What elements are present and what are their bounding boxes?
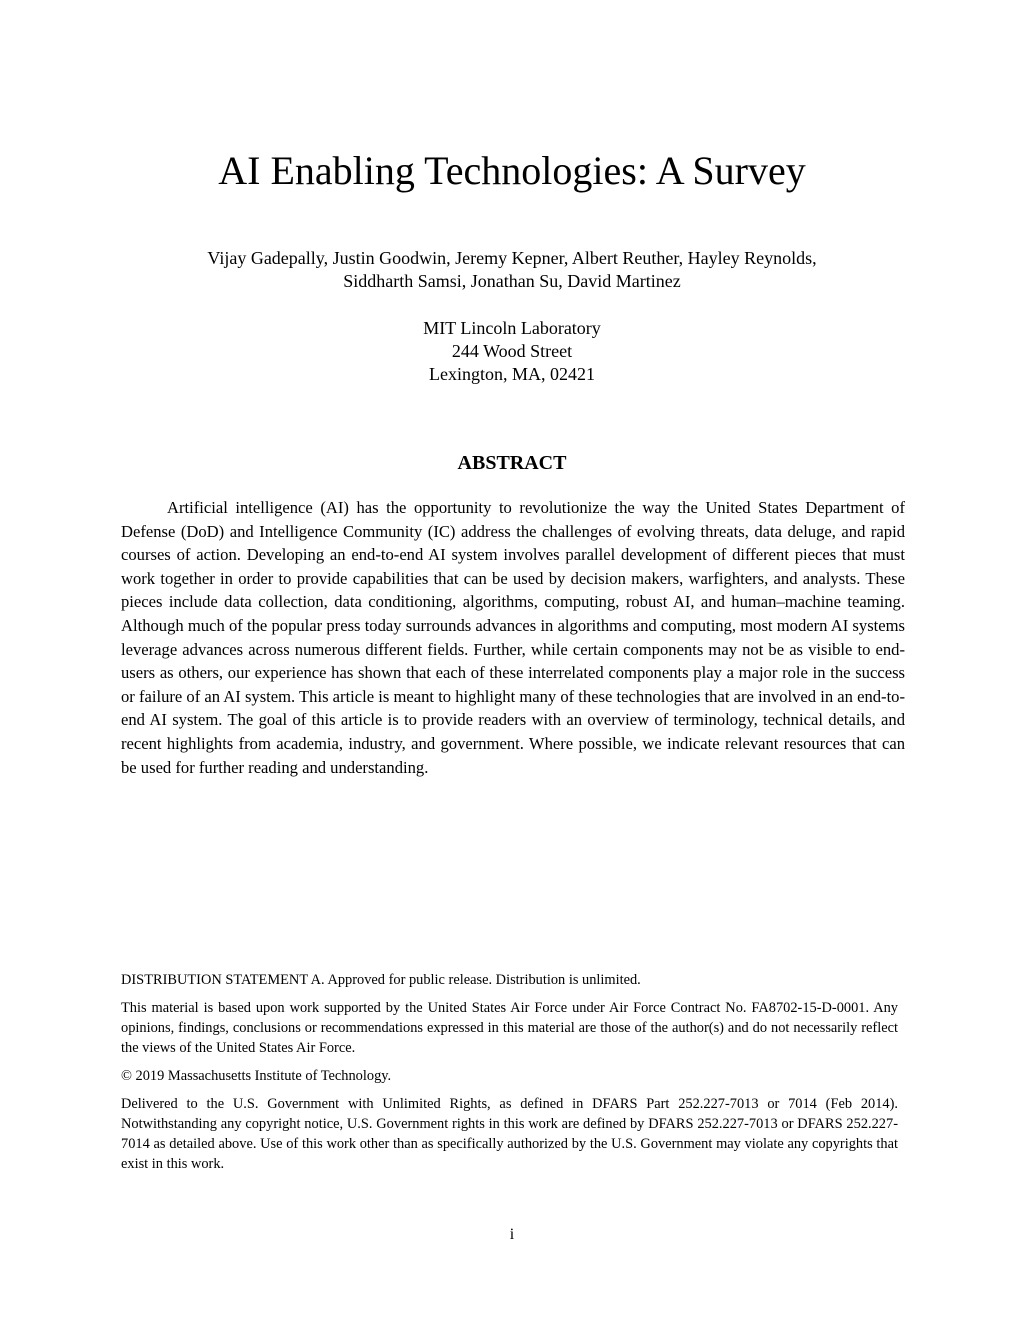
abstract-text: Artificial intelligence (AI) has the opportunity to revolutionize the way the United States Department of Defense (DoD) and Intelligence Community (IC) address the challenges of evolving threats, data deluge, and rapid courses of action. Developing an end-to-end AI system involves parallel development of different pieces that must work together in order to provide capabilities that can be used by decision makers, warfighters, and analysts. These pieces include data collection, data conditioning, algorithms, computing, robust AI, and human–machine teaming. Although much of the popular press today surrounds advances in algorithms and computing, most modern AI systems leverage advances across numerous different fields. Further, while certain components may not be as visible to end-users as others, our experience has shown that each of these interrelated components play a major role in the success or failure of an AI system. This article is meant to highlight many of these technologies that are involved in an end-to-end AI system. The goal of this article is to provide readers with an overview of terminology, technical details, and recent highlights from academia, industry, and government. Where possible, we indicate relevant resources that can be used for further reading and understanding. (121, 498, 906, 777)
affiliation-city: Lexington, MA, 02421 (429, 364, 595, 384)
abstract-heading: ABSTRACT (457, 452, 567, 474)
rights-notice: Delivered to the U.S. Government with Unlimited Rights, as defined in DFARS Part 252.227-7013 or 7014 (Feb 2014). Notwithstanding any copyright notice, U.S. Government rights in this work are defined by DFARS 252.227-7013 or DFARS 252.227-7014 as detailed above. Use of this work other than as specifically authorized by the U.S. Government may violate any copyrights that exist in this work. (121, 1096, 898, 1172)
distribution-statement: DISTRIBUTION STATEMENT A. Approved for public release. Distribution is unlimited. (121, 972, 641, 988)
notices-block (121, 970, 898, 1182)
affiliation-block (0, 317, 1024, 386)
page-number: i (509, 1226, 515, 1243)
author-line: Siddharth Samsi, Jonathan Su, David Martinez (343, 271, 681, 291)
author-line: Vijay Gadepally, Justin Goodwin, Jeremy Kepner, Albert Reuther, Hayley Reynolds, (207, 248, 817, 268)
author-list (0, 247, 1024, 293)
affiliation-name: MIT Lincoln Laboratory (423, 318, 601, 338)
copyright-notice: © 2019 Massachusetts Institute of Technology. (121, 1068, 392, 1084)
paper-title: AI Enabling Technologies: A Survey (218, 148, 806, 193)
sponsorship-notice: This material is based upon work supported by the United States Air Force under Air Force Contract No. FA8702-15-D-0001. Any opinions, findings, conclusions or recommendations expressed in this material are those of the author(s) and do not necessarily reflect the views of the United States Air Force. (121, 1000, 898, 1056)
affiliation-street: 244 Wood Street (451, 341, 573, 361)
